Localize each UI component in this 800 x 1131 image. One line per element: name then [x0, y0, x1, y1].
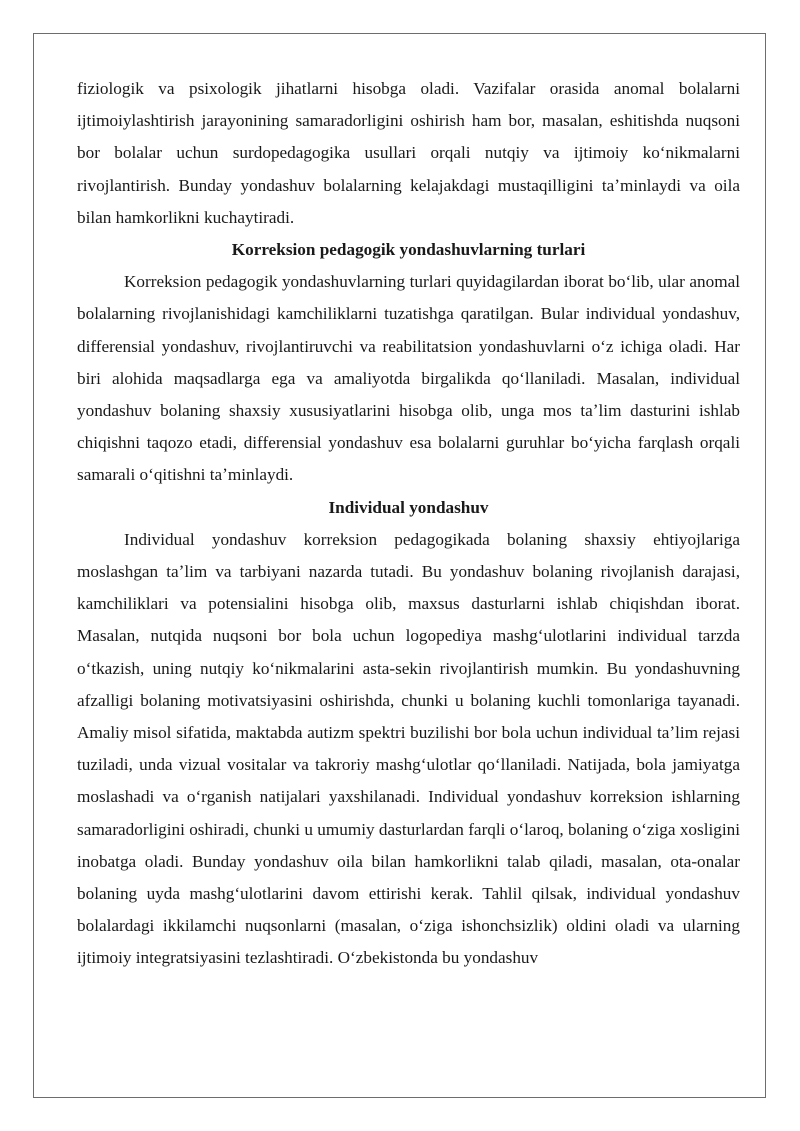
- document-body: [77, 73, 740, 975]
- intro-paragraph: fiziologik va psixologik jihatlarni hisobga oladi. Vazifalar orasida anomal bolalarni ijtimoiylashtirish jarayonining samaradorligini oshirish ham bor, masalan, eshitishda nuqsoni bor bolalar uchun surdopedagogika usullari orqali nutqiy va ijtimoiy koʻnikmalarni rivojlantirish. Bunday yondashuv bolalarning kelajakdagi mustaqilligini taʼminlaydi va oila bilan hamkorlikni kuchaytiradi.: [77, 79, 740, 227]
- section-heading-individual-approach: Individual yondashuv: [328, 497, 489, 517]
- individual-approach-paragraph: Individual yondashuv korreksion pedagogikada bolaning shaxsiy ehtiyojlariga moslashgan taʼlim va tarbiyani nazarda tutadi. Bu yondashuv bolaning rivojlanish darajasi, kamchiliklari va potensialini hisobga olib, maxsus dasturlarni ishlab chiqishdan iborat. Masalan, nutqida nuqsoni bor bola uchun logopediya mashgʻulotlarini individual tarzda oʻtkazish, uning nutqiy koʻnikmalarini asta-sekin rivojlantirish mumkin. Bu yondashuvning afzalligi bolaning motivatsiyasini oshirishda, chunki u bolaning kuchli tomonlariga tayanadi. Amaliy misol sifatida, maktabda autizm spektri buzilishi bor bola uchun individual taʼlim rejasi tuziladi, unda vizual vositalar va takroriy mashgʻulotlar qoʻllaniladi. Natijada, bola jamiyatga moslashadi va oʻrganish natijalari yaxshilanadi. Individual yondashuv korreksion ishlarning samaradorligini oshiradi, chunki u umumiy dasturlardan farqli oʻlaroq, bolaning oʻziga xosligini inobatga oladi. Bunday yondashuv oila bilan hamkorlikni talab qiladi, masalan, ota-onalar bolaning uyda mashgʻulotlarini davom ettirishi kerak. Tahlil qilsak, individual yondashuv bolalardagi ikkilamchi nuqsonlarni (masalan, oʻziga ishonchsizlik) oldini oladi va ularning ijtimoiy integratsiyasini tezlashtiradi. Oʻzbekistonda bu yondashuv: [77, 529, 740, 968]
- correction-approaches-paragraph: Korreksion pedagogik yondashuvlarning turlari quyidagilardan iborat boʻlib, ular anomal bolalarning rivojlanishidagi kamchiliklarni tuzatishga qaratilgan. Bular individual yondashuv, differensial yondashuv, rivojlantiruvchi va reabilitatsion yondashuvlarni oʻz ichiga oladi. Har biri alohida maqsadlarga ega va amaliyotda birgalikda qoʻllaniladi. Masalan, individual yondashuv bolaning shaxsiy xususiyatlarini hisobga olib, unga mos taʼlim dasturini ishlab chiqishni taqozo etadi, differensial yondashuv esa bolalarni guruhlar boʻyicha farqlash orqali samarali oʻqitishni taʼminlaydi.: [77, 272, 740, 485]
- section-heading-correction-approaches: Korreksion pedagogik yondashuvlarning turlari: [231, 240, 586, 260]
